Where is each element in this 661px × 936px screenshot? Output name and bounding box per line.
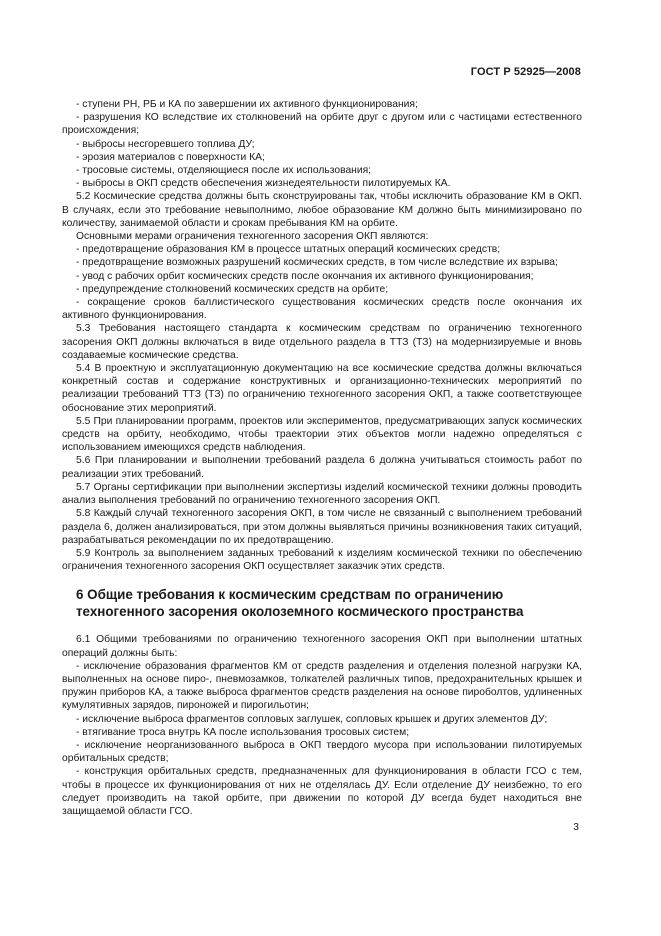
- document-body: [62, 98, 582, 818]
- section-6-heading: 6 Общие требования к космическим средствам по ограничению техногенного засорения околоземного космического пространства: [76, 587, 524, 620]
- paragraph-6-1: 6.1 Общими требованиями по ограничению техногенного засорения ОКП при выполнении штатных операций должны быть:: [62, 634, 582, 659]
- list-item: - конструкция орбитальных средств, предназначенных для функционирования в области ГСО с тем, чтобы в процессе их функционирования от них не отделялась ДУ. Если отделение ДУ неизбежно, то его следует производить на такой орбите, при движении по которой ДУ всегда будет находиться вне защищаемой области ГСО.: [62, 766, 582, 817]
- measures-intro: Основными мерами ограничения техногенного засорения ОКП являются:: [76, 231, 429, 243]
- list-item: - ступени РН, РБ и КА по завершении их активного функционирования;: [76, 99, 418, 110]
- paragraph-5-4: 5.4 В проектную и эксплуатационную документацию на все космические средства должны включаться конкретный состав и содержание конструктивных и организационно-технических мероприятий по реализации требований ТТЗ (ТЗ) по ограничению техногенного засорения ОКП, а также соответствующее обоснование этих мероприятий.: [62, 363, 582, 414]
- list-item: - увод с рабочих орбит космических средств после окончания их активного функционирования;: [76, 270, 534, 282]
- paragraph-5-7: 5.7 Органы сертификации при выполнении экспертизы изделий космической техники должны проводить анализ выполнения требований по ограничению техногенного засорения ОКП.: [62, 481, 582, 507]
- list-item: - исключение выброса фрагментов сопловых заглушек, сопловых крышек и других элементов ДУ;: [76, 713, 548, 725]
- paragraph-5-8: 5.8 Каждый случай техногенного засорения ОКП, в том числе не связанный с выполнением требований раздела 6, должен анализироваться, при этом должны выявляться причины возникновения таких ситуаций, разрабатываться рекомендации по их предотвращению.: [62, 508, 582, 546]
- list-item: - втягивание троса внутрь КА после использования тросовых систем;: [76, 726, 410, 738]
- list-item: - предупреждение столкновений космических средств на орбите;: [76, 283, 389, 295]
- list-item: - предотвращение образования КМ в процессе штатных операций космических средств;: [76, 244, 501, 256]
- standard-header: ГОСТ Р 52925—2008: [470, 66, 581, 78]
- list-item: - выбросы несгоревшего топлива ДУ;: [76, 138, 255, 150]
- paragraph-5-6: 5.6 При планировании и выполнении требований раздела 6 должна учитываться стоимость работ по реализации этих требований.: [62, 455, 582, 480]
- page-number: 3: [573, 822, 579, 833]
- list-item: - разрушения КО вследствие их столкновений на орбите друг с другом или с частицами естественного происхождения;: [62, 112, 582, 137]
- list-item: - тросовые системы, отделяющиеся после их использования;: [76, 165, 372, 177]
- list-item: - предотвращение возможных разрушений космических средств, в том числе вследствие их взрыва;: [76, 257, 558, 269]
- paragraph-5-9: 5.9 Контроль за выполнением заданных требований к изделиям космической техники по обеспечению ограничения техногенного засорения ОКП осуществляет заказчик этих средств.: [62, 547, 582, 573]
- list-item: - сокращение сроков баллистического существования космических средств после окончания их активного функционирования.: [62, 297, 582, 322]
- list-item: - исключение неорганизованного выброса в ОКП твердого мусора при использовании пилотируемых орбитальных средств;: [62, 739, 582, 765]
- paragraph-5-2: 5.2 Космические средства должны быть сконструированы так, чтобы исключить образование КМ в ОКП. В случаях, если это требование невыполнимо, любое образование КМ должно быть минимизировано по количеству, занимаемой области и срокам пребывания КМ на орбите.: [62, 191, 582, 229]
- paragraph-5-3: 5.3 Требования настоящего стандарта к космическим средствам по ограничению техногенного засорения ОКП должны включаться в виде отдельного раздела в ТТЗ (ТЗ) на модернизируемые и вновь создаваемые космические средства.: [62, 323, 582, 361]
- list-item: - выбросы в ОКП средств обеспечения жизнедеятельности пилотируемых КА.: [76, 178, 451, 190]
- list-item: - исключение образования фрагментов КМ от средств разделения и отделения полезной нагрузки КА, выполненных на основе пиро-, пневмозамков, толкателей различных типов, предохранительных крышек и пружин приборов КА, а также выброса фрагментов средств разделения на основе пироболтов, удлиненных кумулятивных зарядов, пироножей и пирогильотин;: [62, 660, 582, 712]
- list-item: - эрозия материалов с поверхности КА;: [76, 151, 265, 163]
- paragraph-5-5: 5.5 При планировании программ, проектов или экспериментов, предусматривающих запуск космических средств на орбиту, необходимо, чтобы траектории этих объектов могли надежно определяться с использованием имеющихся средств наблюдения.: [62, 415, 582, 454]
